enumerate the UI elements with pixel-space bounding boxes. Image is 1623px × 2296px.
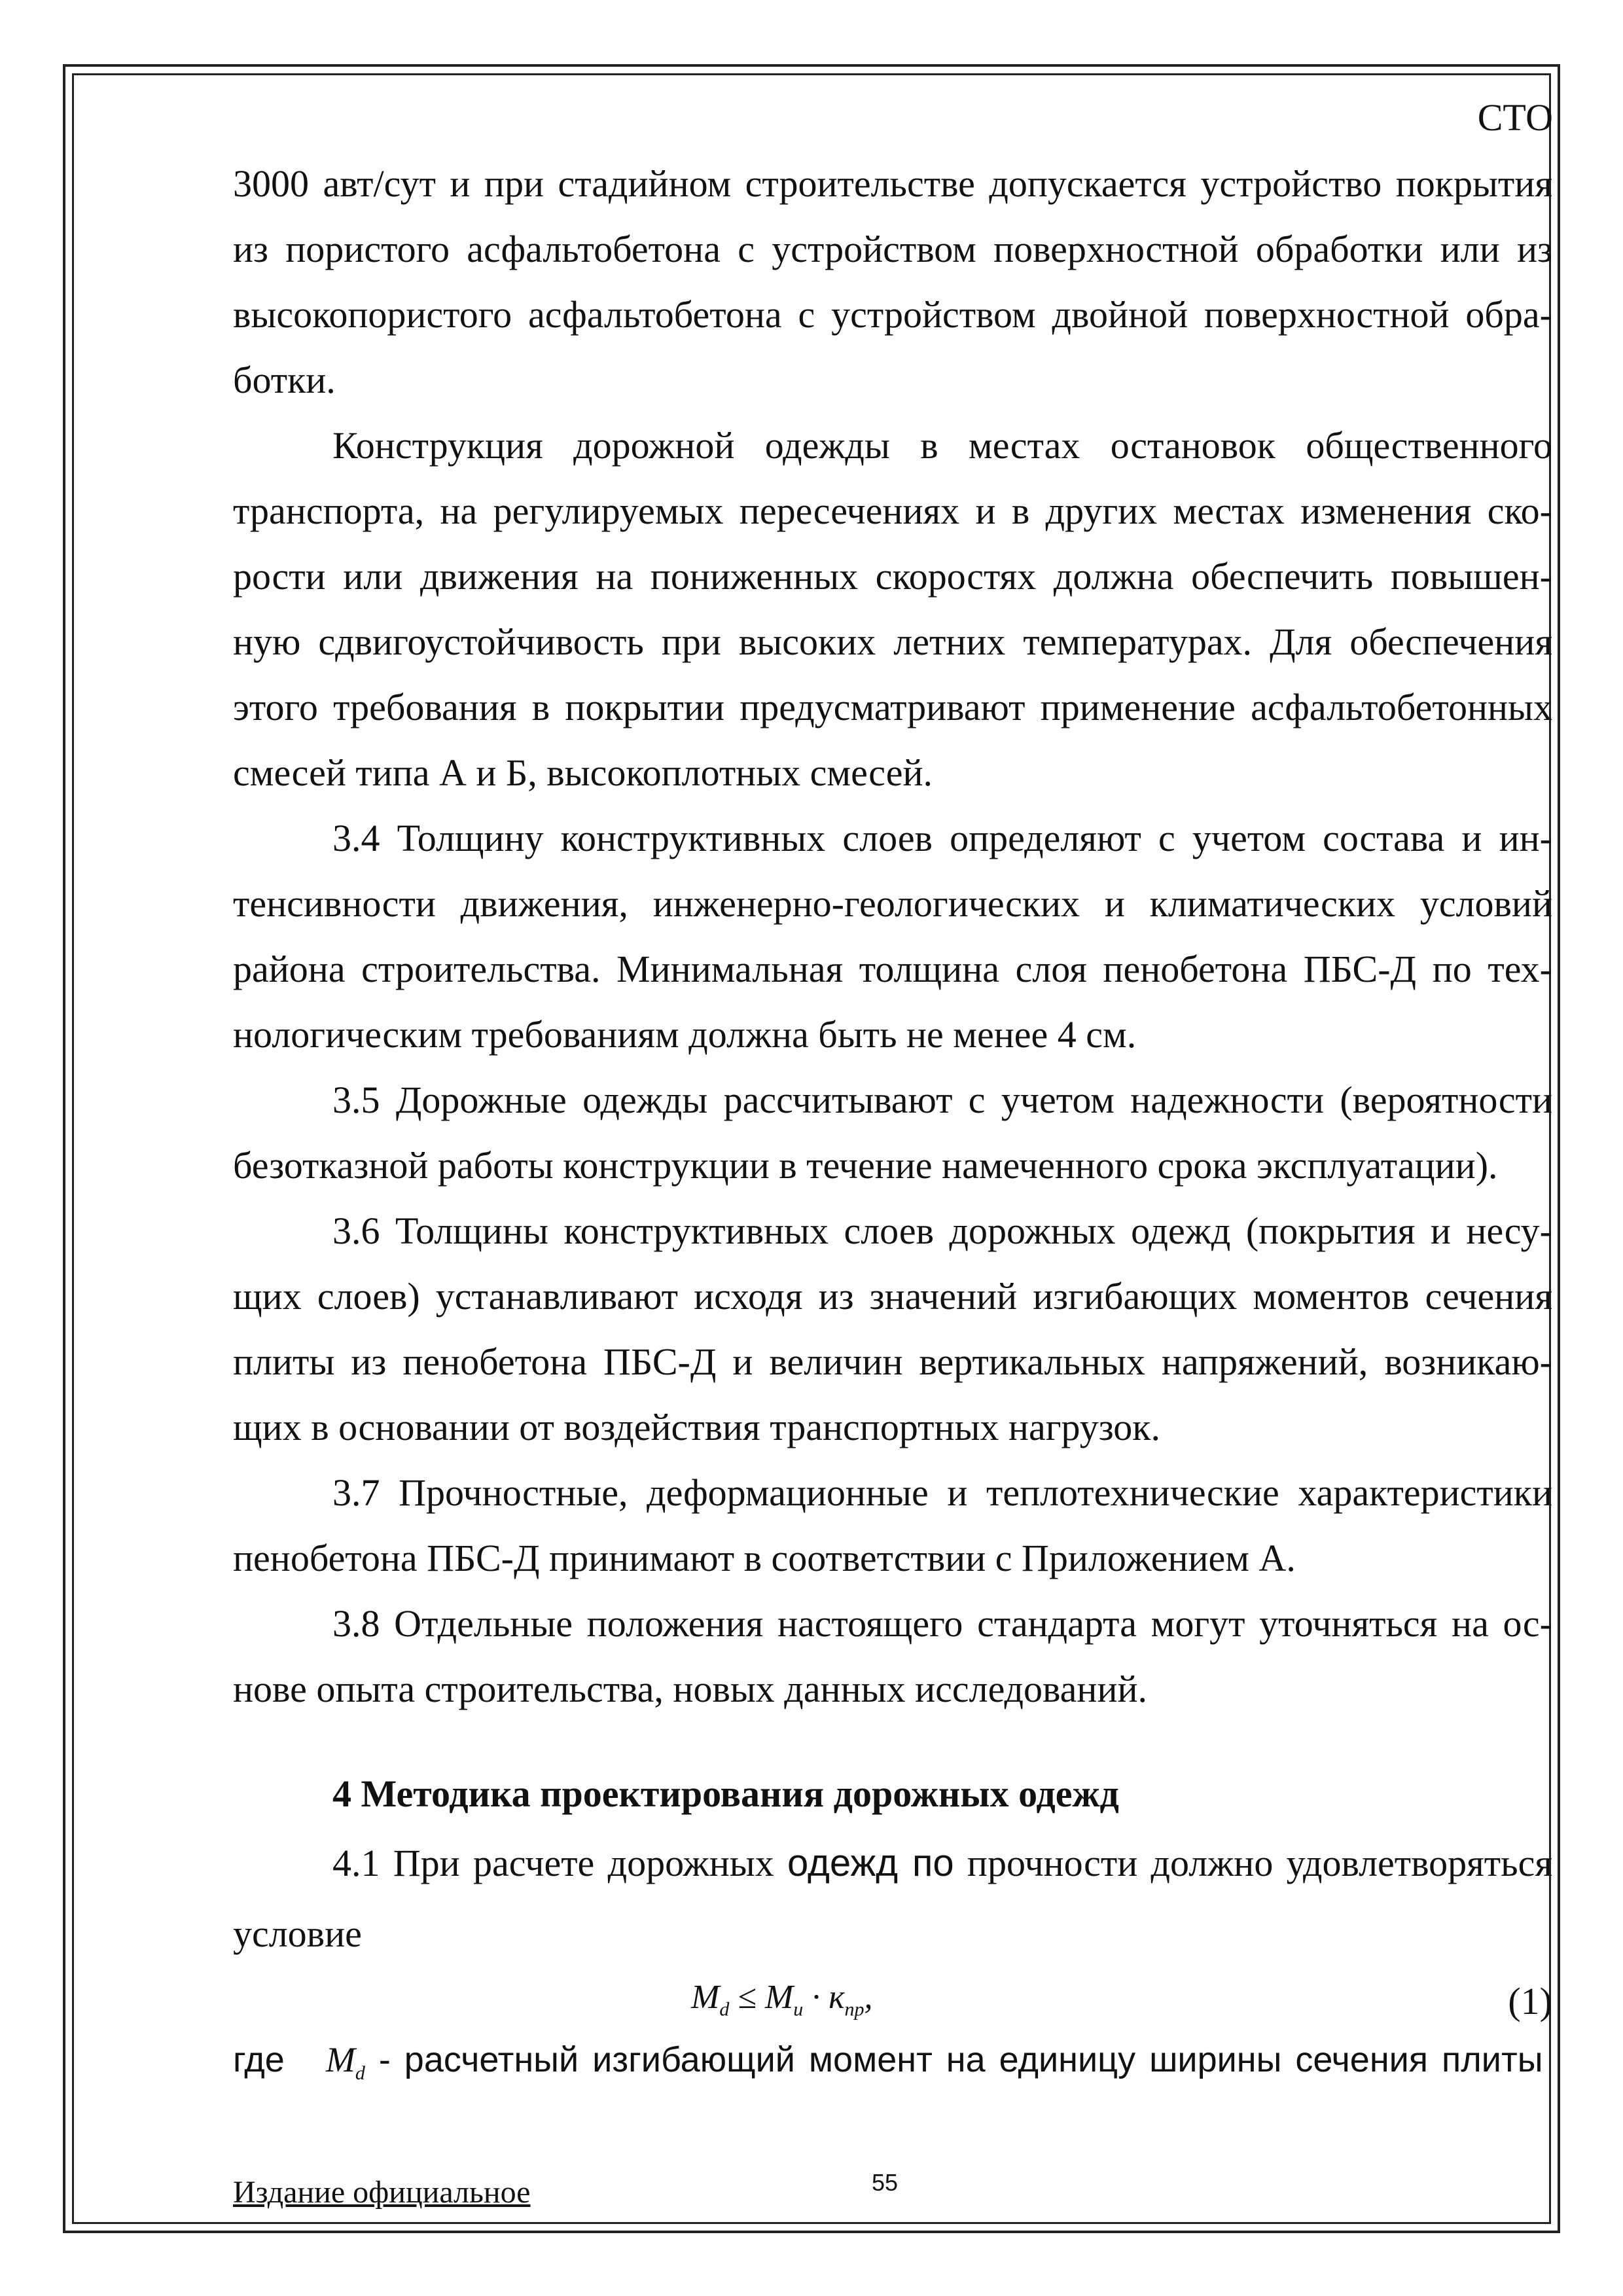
text-line: щих слоев) устанавливают исходя из значений изгибающих моментов сечения bbox=[233, 1275, 1552, 1318]
formula-subscript: d bbox=[719, 1998, 730, 2020]
text-line: условие bbox=[233, 1912, 362, 1955]
edition-note: Издание официальное bbox=[233, 2175, 531, 2210]
text-line: нологическим требованиям должна быть не менее 4 см. bbox=[233, 1013, 1137, 1056]
text-line: 3.4 Толщину конструктивных слоев определяют с учетом состава и ин- bbox=[332, 817, 1552, 859]
text-line: 3.5 Дорожные одежды рассчитывают с учетом надежности (вероятности bbox=[332, 1079, 1552, 1121]
text-line: безотказной работы конструкции в течение намеченного срока эксплуатации). bbox=[233, 1144, 1498, 1187]
formula-term: ≤ M bbox=[729, 1979, 794, 2016]
text-line: пенобетона ПБС-Д принимают в соответствии с Приложением А. bbox=[233, 1537, 1296, 1579]
formula-term: M bbox=[325, 2040, 355, 2079]
text-line: 3.6 Толщины конструктивных слоев дорожных одежд (покрытия и несу- bbox=[332, 1210, 1552, 1252]
text-run: где bbox=[233, 2040, 285, 2079]
text-line: этого требования в покрытии предусматривают применение асфальтобетонных bbox=[233, 686, 1552, 728]
formula-subscript: d bbox=[355, 2062, 365, 2084]
text-run-sans: одежд по bbox=[787, 1842, 954, 1884]
text-line: ную сдвигоустойчивость при высоких летних температурах. Для обеспечения bbox=[233, 620, 1552, 663]
text-line: 3.8 Отдельные положения настоящего стандарта могут уточняться на ос- bbox=[332, 1602, 1552, 1645]
text-line: плиты из пенобетона ПБС-Д и величин вертикальных напряжений, возникаю- bbox=[233, 1340, 1552, 1383]
page-number: 55 bbox=[872, 2169, 899, 2196]
standard-code: СТО bbox=[1477, 96, 1553, 139]
text-line: смесей типа А и Б, высокоплотных смесей. bbox=[233, 751, 933, 794]
formula-term: , bbox=[864, 1979, 873, 2016]
text-line: 3.7 Прочностные, деформационные и теплотехнические характеристики bbox=[332, 1471, 1552, 1514]
formula-term: M bbox=[691, 1979, 720, 2016]
text-line: высокопористого асфальтобетона с устройством двойной поверхностной обра- bbox=[233, 293, 1552, 336]
formula-subscript: u bbox=[793, 1998, 804, 2020]
formula-term: · к bbox=[803, 1979, 845, 2016]
text-line: района строительства. Минимальная толщина слоя пенобетона ПБС-Д по тех- bbox=[233, 948, 1552, 990]
formula-1 bbox=[691, 1978, 873, 2020]
text-line: 3000 авт/сут и при стадийном строительстве допускается устройство покрытия bbox=[233, 162, 1552, 205]
text-line: ботки. bbox=[233, 359, 336, 401]
text-line: нове опыта строительства, новых данных исследований. bbox=[233, 1668, 1148, 1710]
text-line: рости или движения на пониженных скоростях должна обеспечить повышен- bbox=[233, 555, 1552, 598]
formula-subscript: пр bbox=[844, 1998, 865, 2020]
equation-number: (1) bbox=[1508, 1980, 1552, 2022]
text-line: тенсивности движения, инженерно-геологических и климатических условий bbox=[233, 882, 1552, 925]
text-line: из пористого асфальтобетона с устройством поверхностной обработки или из bbox=[233, 228, 1552, 270]
section-heading: 4 Методика проектирования дорожных одежд bbox=[332, 1772, 1119, 1815]
text-run: - расчетный изгибающий момент на единицу ширины сечения плиты bbox=[365, 2040, 1543, 2079]
text-line bbox=[233, 1844, 1552, 1882]
text-line: транспорта, на регулируемых пересечениях и в других местах изменения ско- bbox=[233, 490, 1552, 532]
text-run: 4.1 При расчете дорожных bbox=[332, 1842, 788, 1884]
text-line: Конструкция дорожной одежды в местах остановок общественного bbox=[332, 424, 1552, 467]
text-line: щих в основании от воздействия транспортных нагрузок. bbox=[233, 1406, 1160, 1448]
text-line bbox=[233, 2042, 1552, 2083]
text-run: прочности должно удовлетворяться bbox=[954, 1842, 1552, 1884]
